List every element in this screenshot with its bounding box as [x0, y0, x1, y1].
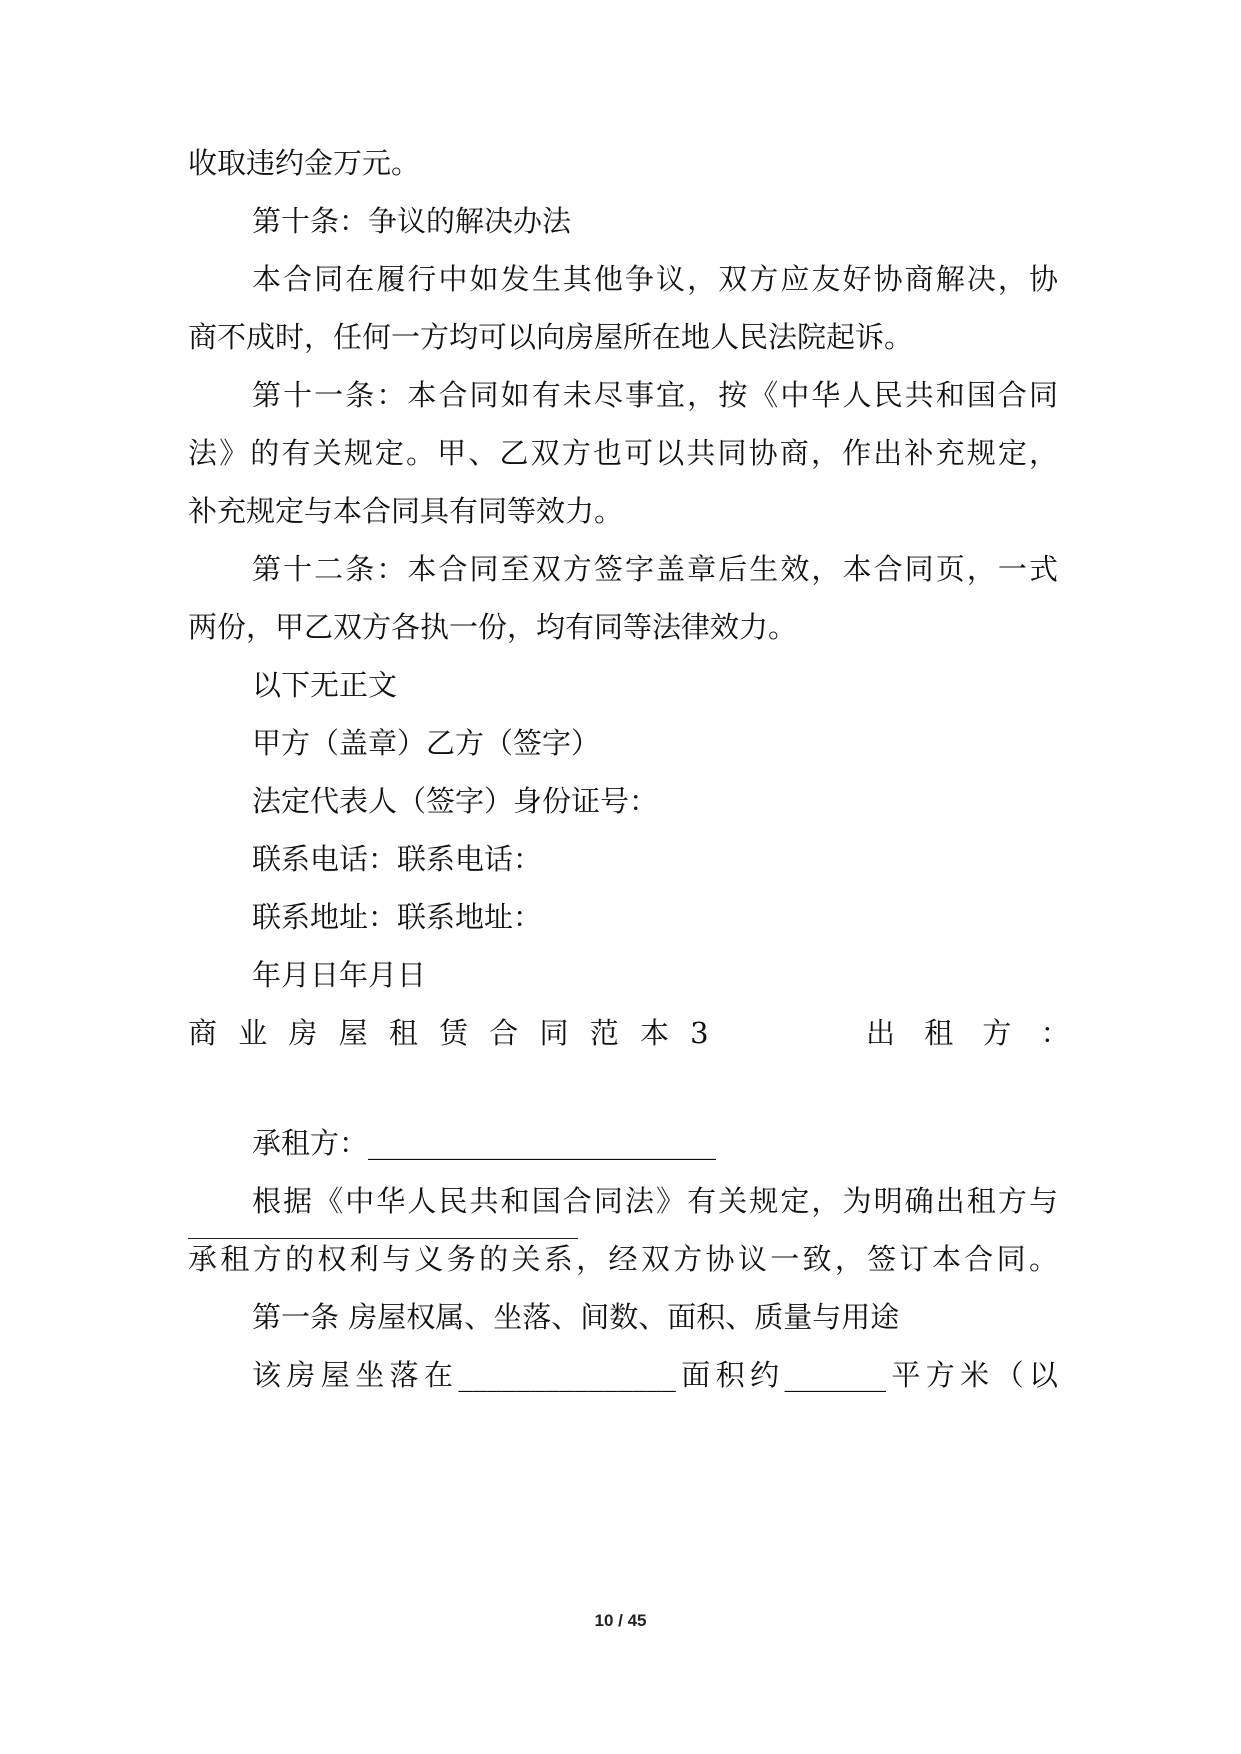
text-line: 以下无正文 — [252, 668, 398, 702]
text-line: 根据《中华人民共和国合同法》有关规定，为明确出租方与 — [252, 1184, 1058, 1218]
signature-line: 联系地址：联系地址： — [252, 900, 543, 934]
clause-heading-12: 第十二条：本合同至双方签字盖章后生效，本合同页，一式 — [252, 552, 1058, 586]
text-line: 商不成时，任何一方均可以向房屋所在地人民法院起诉。 — [188, 320, 914, 354]
text-line: 本合同在履行中如发生其他争议，双方应友好协商解决，协 — [252, 262, 1058, 296]
date-line: 年月日年月日 — [252, 958, 427, 992]
signature-line: 甲方（盖章）乙方（签字） — [252, 726, 601, 760]
text-line: 该房屋坐落在_______________面积约_______平方米（以 — [252, 1358, 1058, 1392]
text-line: 补充规定与本合同具有同等效力。 — [188, 494, 624, 528]
text-line: 两份，甲乙双方各执一份，均有同等法律效力。 — [188, 610, 798, 644]
lessee-line: 承租方：________________________ — [252, 1126, 717, 1160]
text-line: 收取违约金万元。 — [188, 146, 421, 180]
lessor-label: 出 租 方 ： — [866, 1016, 1080, 1050]
clause-heading-10: 第十条：争议的解决办法 — [252, 204, 572, 238]
text-line: 法》的有关规定。甲、乙双方也可以共同协商，作出补充规定， — [188, 436, 1058, 470]
clause-heading-1: 第一条 房屋权属、坐落、间数、面积、质量与用途 — [252, 1300, 900, 1334]
page-number: 10 / 45 — [594, 1611, 647, 1630]
section-title: 商 业 房 屋 租 赁 合 同 范 本 3 — [188, 1016, 715, 1050]
clause-heading-11: 第十一条：本合同如有未尽事宜，按《中华人民共和国合同 — [252, 378, 1058, 412]
text-line: 承租方的权利与义务的关系，经双方协议一致，签订本合同。 — [188, 1242, 1058, 1276]
signature-line: 联系电话：联系电话： — [252, 842, 543, 876]
signature-line: 法定代表人（签字）身份证号： — [252, 784, 659, 818]
